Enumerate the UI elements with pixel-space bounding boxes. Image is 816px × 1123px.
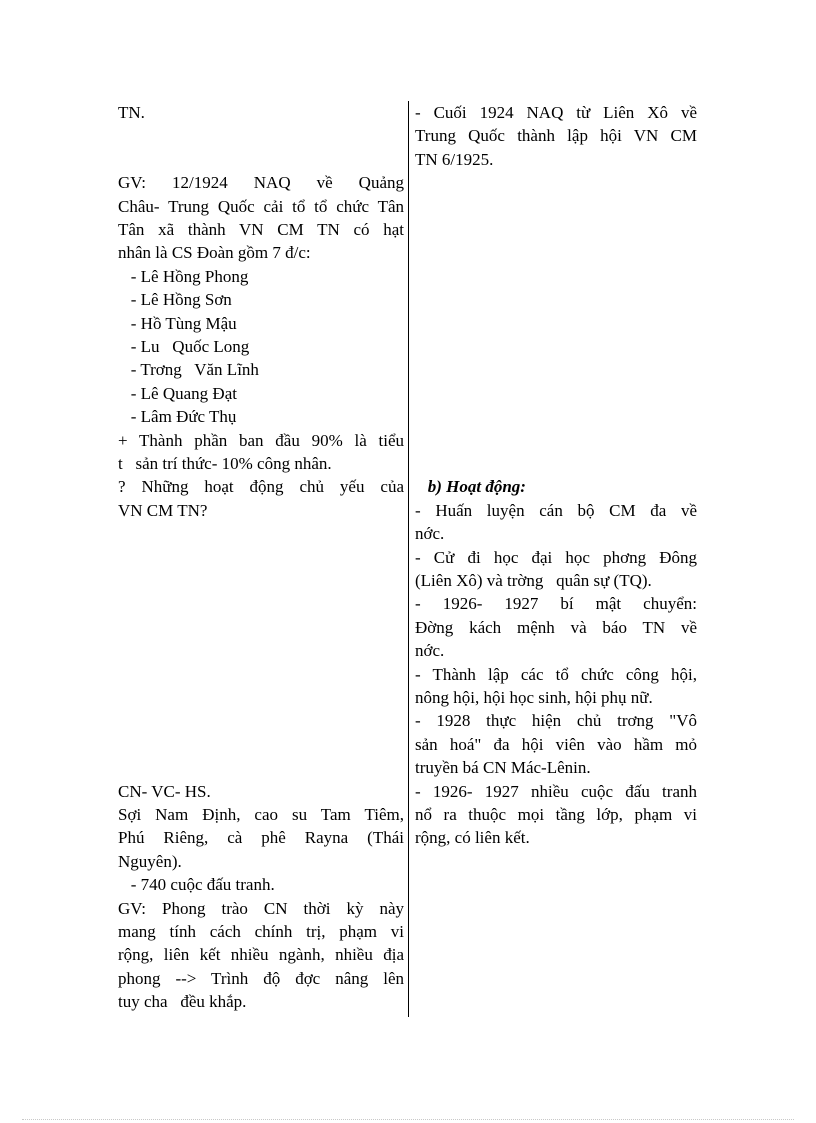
page-footer-rule	[22, 1119, 794, 1120]
left-column-text-line: Sợi Nam Định, cao su Tam Tiêm,	[118, 805, 404, 824]
right-column-text-line: truyền bá CN Mác-Lênin.	[415, 758, 591, 778]
left-column-text-line: - Lê Quang Đạt	[118, 383, 237, 403]
left-column-text-line: Phú Riêng, cà phê Rayna (Thái	[118, 828, 404, 848]
right-column-text-line: (Liên Xô) và trờng quân sự (TQ).	[415, 571, 652, 590]
right-column-text-line: - 1926- 1927 nhiều cuộc đấu tranh	[415, 781, 697, 801]
right-column-text-line: nớc.	[415, 641, 445, 661]
left-column-text-line: Nguyên).	[118, 851, 182, 871]
left-column-text-line: - Lê Hồng Sơn	[118, 290, 232, 310]
left-column-text-line: - Lâm Đức Thụ	[118, 407, 237, 427]
right-column-text-line: b) Hoạt động:	[415, 477, 526, 497]
right-column-text-line: - 1926- 1927 bí mật chuyển:	[415, 594, 697, 614]
right-column-text-line: nổ ra thuộc mọi tầng lớp, phạm vi	[415, 805, 697, 824]
right-column-text-line: rộng, có liên kết.	[415, 828, 530, 848]
left-column-text-line: rộng, liên kết nhiều ngành, nhiều địa	[118, 945, 404, 965]
left-column-text-line: GV: 12/1924 NAQ về Quảng	[118, 173, 404, 193]
right-column-text-line: - Cử đi học đại học phơng Đông	[415, 547, 697, 567]
left-column-text-line: - Lu Quốc Long	[118, 337, 250, 356]
left-column-text-line: mang tính cách chính trị, phạm vi	[118, 922, 404, 941]
column-divider	[408, 101, 409, 1017]
left-column-text-line: + Thành phần ban đầu 90% là tiểu	[118, 430, 404, 450]
left-column-text-line: - Trơng Văn Lĩnh	[118, 360, 259, 380]
right-column-text-line: - Thành lập các tổ chức công hội,	[415, 664, 697, 684]
left-column-text-line: CN- VC- HS.	[118, 781, 211, 801]
left-column-text-line: ? Những hoạt động chủ yếu của	[118, 477, 404, 497]
right-column-text-line: sản hoá" đa hội viên vào hầm mỏ	[415, 734, 697, 754]
left-column-text-line: - Hồ Tùng Mậu	[118, 313, 237, 333]
left-column-text-line: VN CM TN?	[118, 500, 208, 520]
left-column-text-line: nhân là CS Đoàn gồm 7 đ/c:	[118, 243, 311, 263]
left-column-text-line: GV: Phong trào CN thời kỳ này	[118, 898, 404, 918]
left-column-text-line: TN.	[118, 103, 145, 122]
right-column-text-line: Đờng kách mệnh và báo TN về	[415, 617, 697, 637]
right-column-text-line: - Cuối 1924 NAQ từ Liên Xô về	[415, 103, 697, 122]
right-column-text-line: Trung Quốc thành lập hội VN CM	[415, 126, 697, 146]
right-column-text-line: nớc.	[415, 524, 445, 544]
left-column-text-line: t sản trí thức- 10% công nhân.	[118, 454, 332, 473]
left-column-text-line: Châu- Trung Quốc cải tổ tổ chức Tân	[118, 196, 404, 216]
left-column-text-line: - 740 cuộc đấu tranh.	[118, 875, 275, 895]
right-column-text-line: TN 6/1925.	[415, 149, 494, 169]
right-column-text-line: - 1928 thực hiện chủ trơng "Vô	[415, 711, 697, 731]
left-column-text-line: phong --> Trình độ đợc nâng lên	[118, 968, 404, 988]
left-column-text-line: - Lê Hồng Phong	[118, 266, 249, 286]
right-column-text-line: - Huấn luyện cán bộ CM đa về	[415, 500, 697, 520]
left-column-text-line: Tân xã thành VN CM TN có hạt	[118, 220, 404, 239]
left-column-text-line: tuy cha đều khắp.	[118, 992, 247, 1012]
right-column-text-line: nông hội, hội học sinh, hội phụ nữ.	[415, 688, 653, 707]
